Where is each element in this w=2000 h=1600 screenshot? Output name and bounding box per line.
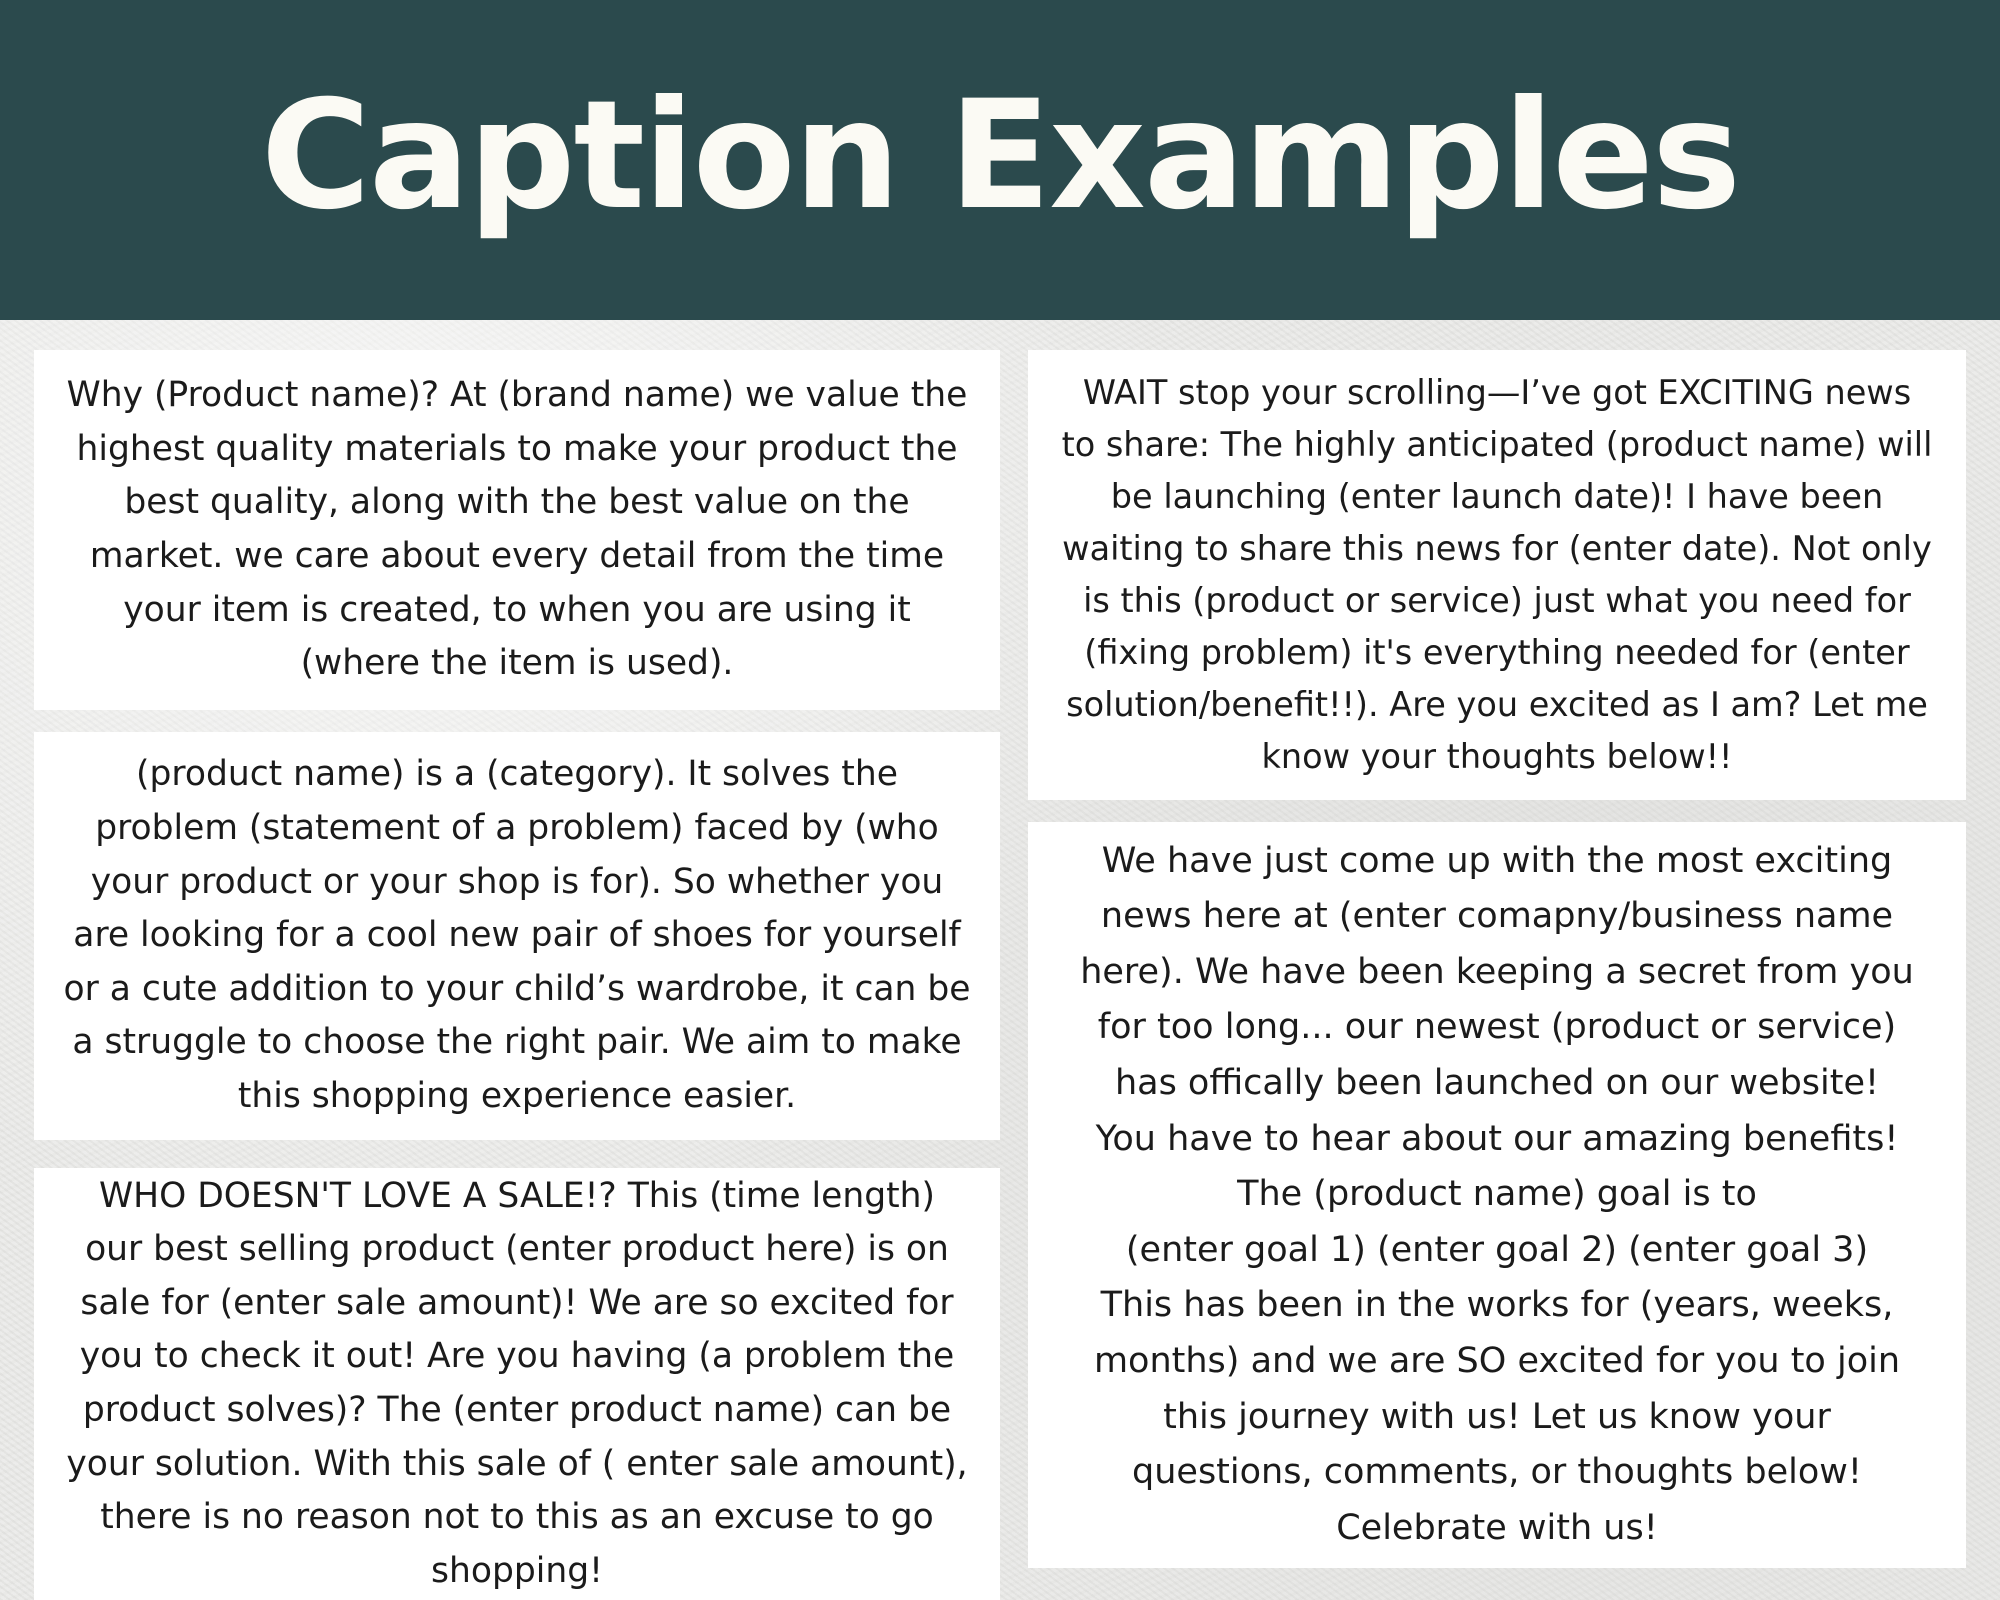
caption-text: WHO DOESN'T LOVE A SALE!? This (time length) our best selling product (enter product here) is on sale for (enter sale amount)! We are so excited for you to check it out! Are you having (a problem the product solves)? The (enter product name) can be your solution. With this sale of ( enter sale amount), there is no reason not to this as an excuse to go shopping!	[66, 1175, 968, 1591]
caption-card-category-problem	[34, 732, 1000, 1140]
caption-card-sale	[34, 1168, 1000, 1600]
caption-card-exciting-news	[1028, 822, 1966, 1568]
caption-card-launch-announcement	[1028, 350, 1966, 800]
header-banner	[0, 0, 2000, 320]
caption-text: We have just come up with the most exciting news here at (enter comapny/business name here). We have been keeping a secret from you for too long... our newest (product or service) has offically been launched on our website! You have to hear about our amazing benefits! The (product name) goal is to (enter goal 1) (enter goal 2) (enter goal 3) This has been in the works for (years, weeks, months) and we are SO excited for you to join this journey with us! Let us know your questions, comments, or thoughts below! Celebrate with us!	[1080, 840, 1914, 1548]
caption-text: (product name) is a (category). It solves the problem (statement of a problem) faced by (who your product or your shop is for). So whether you are looking for a cool new pair of shoes for yourself or a cute addition to your child’s wardrobe, it can be a struggle to choose the right pair. We aim to make this shopping experience easier.	[63, 754, 971, 1116]
caption-text: Why (Product name)? At (brand name) we value the highest quality materials to make your product the best quality, along with the best value on the market. we care about every detail from the time your item is created, to when you are using it (where the item is used).	[66, 375, 968, 684]
caption-card-product-value	[34, 350, 1000, 710]
caption-text: WAIT stop your scrolling—I’ve got EXCITING news to share: The highly anticipated (product name) will be launching (enter launch date)! I have been waiting to share this news for (enter date). Not only is this (product or service) just what you need for (fixing problem) it's everything needed for (enter solution/benefit!!). Are you excited as I am? Let me know your thoughts below!!	[1061, 373, 1933, 776]
page-title: Caption Examples	[260, 69, 1740, 243]
